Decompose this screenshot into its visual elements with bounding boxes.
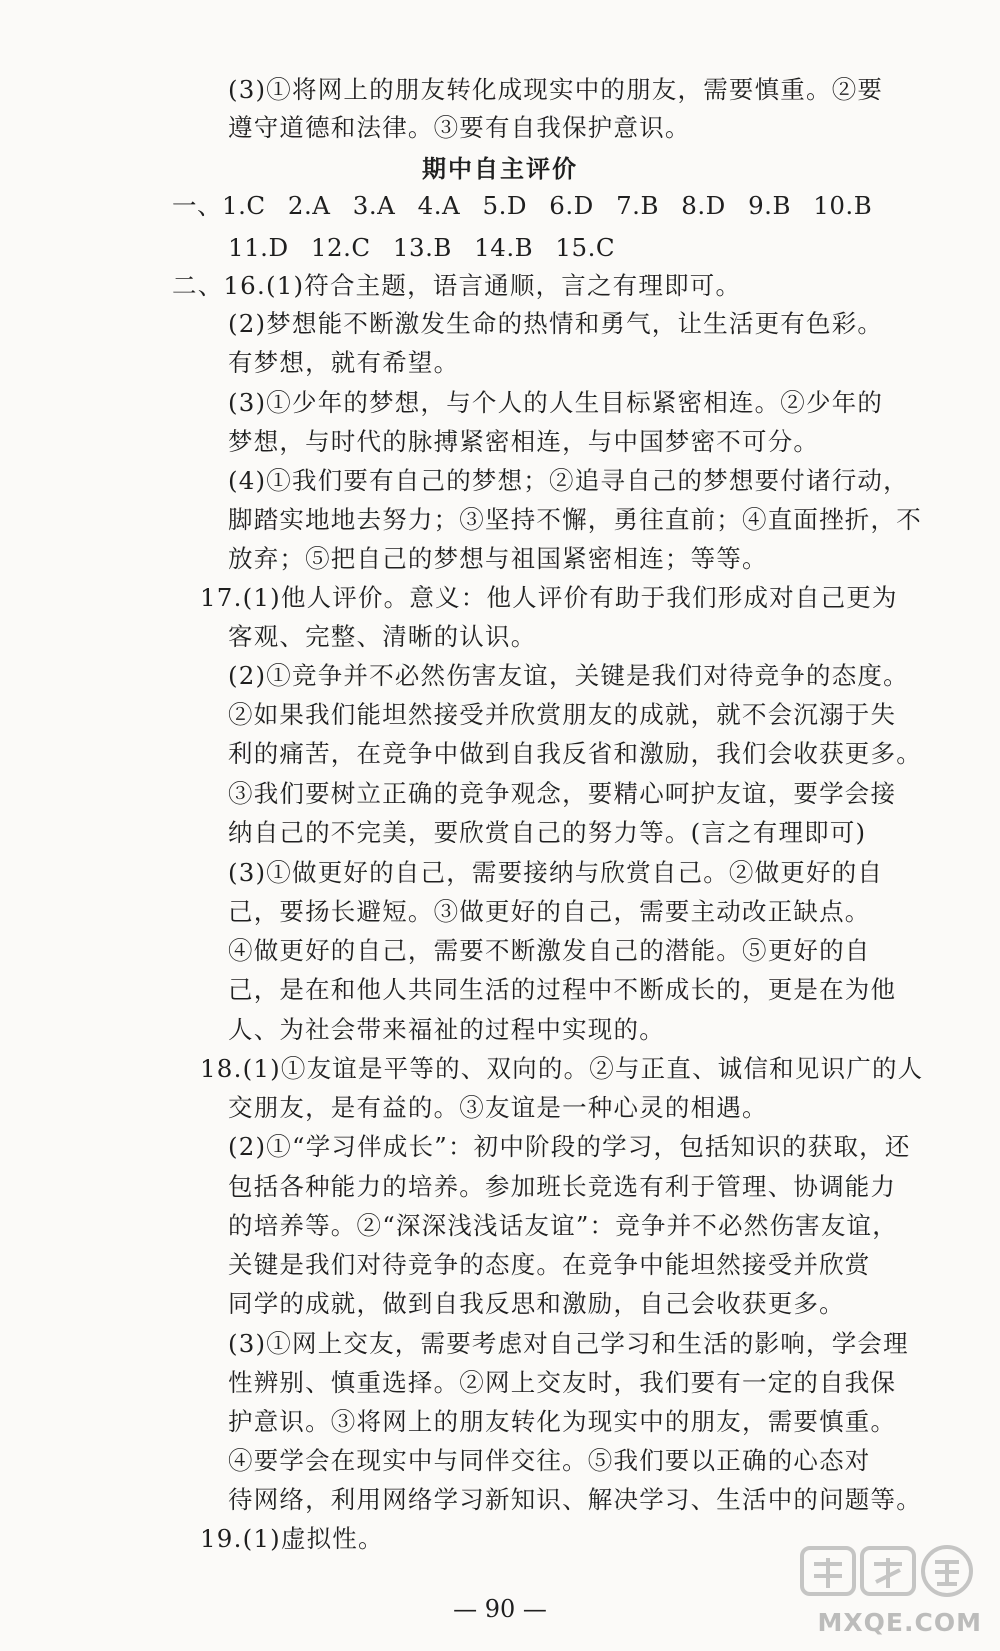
text-line: 17.(1)他人评价。意义：他人评价有助于我们形成对自己更为 — [200, 583, 898, 612]
text-line: 客观、完整、清晰的认识。 — [228, 622, 537, 651]
text-line: 同学的成就，做到自我反思和激励，自己会收获更多。 — [228, 1289, 845, 1318]
text-line: 18.(1)①友谊是平等的、双向的。②与正直、诚信和见识广的人 — [200, 1054, 924, 1083]
text-line: 己，是在和他人共同生活的过程中不断成长的，更是在为他 — [228, 975, 897, 1004]
text-line: ③我们要树立正确的竞争观念，要精心呵护友谊，要学会接 — [228, 779, 897, 808]
text-line: (2)①竞争并不必然伤害友谊，关键是我们对待竞争的态度。 — [228, 661, 909, 690]
text-line: ④做更好的自己，需要不断激发自己的潜能。⑤更好的自 — [228, 936, 871, 965]
text-line: (3)①网上交友，需要考虑对自己学习和生活的影响，学会理 — [228, 1329, 909, 1358]
text-line: 有梦想，就有希望。 — [228, 348, 460, 377]
watermark-url: MXQE.COM — [817, 1608, 982, 1637]
text-line: (2)①“学习伴成长”：初中阶段的学习，包括知识的获取，还 — [228, 1132, 911, 1161]
text-line: 己，要扬长避短。③做更好的自己，需要主动改正缺点。 — [228, 897, 871, 926]
text-line: (3)①少年的梦想，与个人的人生目标紧密相连。②少年的 — [228, 388, 884, 417]
text-line: (2)梦想能不断激发生命的热情和勇气，让生活更有色彩。 — [228, 309, 884, 338]
text-line: 脚踏实地地去努力；③坚持不懈，勇往直前；④直面挫折，不 — [228, 505, 922, 534]
text-line: 梦想，与时代的脉搏紧密相连，与中国梦密不可分。 — [228, 427, 820, 456]
text-line: 护意识。③将网上的朋友转化为现实中的朋友，需要慎重。 — [228, 1407, 897, 1436]
text-line: 待网络，利用网络学习新知识、解决学习、生活中的问题等。 — [228, 1485, 922, 1514]
text-line: 的培养等。②“深深浅浅话友谊”：竞争并不必然伤害友谊， — [228, 1211, 898, 1240]
watermark-logo-icon — [792, 1542, 982, 1600]
text-line: (3)①将网上的朋友转化成现实中的朋友，需要慎重。②要 — [228, 75, 884, 104]
section-title: 期中自主评价 — [422, 155, 578, 183]
watermark-logo — [792, 1542, 982, 1637]
text-line: (3)①做更好的自己，需要接纳与欣赏自己。②做更好的自 — [228, 858, 884, 887]
text-line: 遵守道德和法律。③要有自我保护意识。 — [228, 113, 691, 142]
text-line: ④要学会在现实中与同伴交往。⑤我们要以正确的心态对 — [228, 1446, 871, 1475]
text-line: 纳自己的不完美，要欣赏自己的努力等。(言之有理即可) — [228, 818, 867, 847]
text-line: 二、16.(1)符合主题，语言通顺，言之有理即可。 — [172, 271, 742, 300]
text-line: 包括各种能力的培养。参加班长竞选有利于管理、协调能力 — [228, 1172, 897, 1201]
page-number: — 90 — — [453, 1595, 547, 1623]
text-line: (4)①我们要有自己的梦想；②追寻自己的梦想要付诸行动， — [228, 466, 909, 495]
answer-row: 一、1.C 2.A 3.A 4.A 5.D 6.D 7.B 8.D 9.B 10.B — [172, 191, 873, 220]
answer-row: 11.D 12.C 13.B 14.B 15.C — [228, 233, 616, 262]
text-line: 关键是我们对待竞争的态度。在竞争中能坦然接受并欣赏 — [228, 1250, 871, 1279]
text-line: 利的痛苦，在竞争中做到自我反省和激励，我们会收获更多。 — [228, 739, 922, 768]
text-line: 放弃；⑤把自己的梦想与祖国紧密相连；等等。 — [228, 544, 768, 573]
text-line: 交朋友，是有益的。③友谊是一种心灵的相遇。 — [228, 1093, 768, 1122]
text-line: 人、为社会带来福祉的过程中实现的。 — [228, 1015, 665, 1044]
text-line: 性辨别、慎重选择。②网上交友时，我们要有一定的自我保 — [228, 1368, 897, 1397]
text-line: ②如果我们能坦然接受并欣赏朋友的成就，就不会沉溺于失 — [228, 700, 897, 729]
text-line: 19.(1)虚拟性。 — [200, 1524, 384, 1553]
